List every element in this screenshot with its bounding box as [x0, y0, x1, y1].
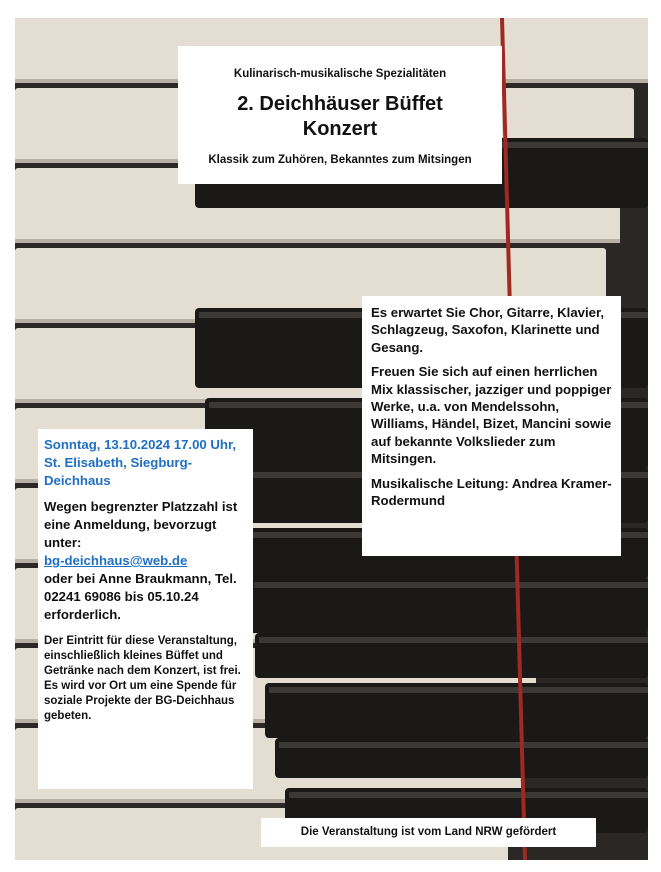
- poster: [15, 18, 648, 860]
- date-place: Sonntag, 13.10.2024 17.00 Uhr, St. Elisabeth, Siegburg-Deichhaus: [44, 437, 237, 488]
- title-line-2: Konzert: [302, 118, 378, 140]
- instruments-text: Es erwartet Sie Chor, Gitarre, Klavier, Schlagzeug, Saxofon, Klarinette und Gesang.: [371, 305, 605, 355]
- program-text: Freuen Sie sich auf einen herrlichen Mix klassischer, jazziger und poppiger Werke, u.a. von Mendelssohn, Williams, Händel, Bizet, Mancini sowie auf bekannte Volkslieder zum Mitsingen.: [371, 364, 612, 467]
- black-key-highlight: [269, 687, 648, 693]
- title-line-1: 2. Deichhäuser Büffet: [237, 93, 443, 115]
- white-key-edge: [15, 239, 620, 243]
- registration-intro: Wegen begrenzter Platzzahl ist eine Anmeldung, bevorzugt unter:: [44, 499, 238, 550]
- info-box: [362, 296, 621, 556]
- kicker: Kulinarisch-musikalische Spezialitäten: [233, 68, 447, 80]
- black-key-highlight: [254, 582, 648, 588]
- funding-text: Die Veranstaltung ist vom Land NRW gefördert: [300, 826, 557, 838]
- title-box: [178, 46, 502, 184]
- funding-box: [261, 818, 596, 847]
- black-key-highlight: [289, 792, 648, 798]
- email-link[interactable]: bg-deichhaus@web.de: [44, 553, 188, 568]
- event-box: [38, 429, 253, 789]
- admission-text: Der Eintritt für diese Veranstaltung, einschließlich kleines Büffet und Getränke nach dem Konzert, ist frei. Es wird vor Ort um eine Spende für soziale Projekte der BG-Deichhaus gebeten.: [44, 635, 241, 722]
- event-title: [178, 92, 502, 142]
- direction-text: Musikalische Leitung: Andrea Kramer-Rodermund: [371, 475, 612, 509]
- black-key-highlight: [279, 742, 648, 748]
- subtitle: Klassik zum Zuhören, Bekanntes zum Mitsingen: [208, 154, 472, 166]
- registration-contact: oder bei Anne Braukmann, Tel. 02241 69086 bis 05.10.24 erforderlich.: [44, 571, 237, 622]
- black-key-highlight: [259, 637, 648, 643]
